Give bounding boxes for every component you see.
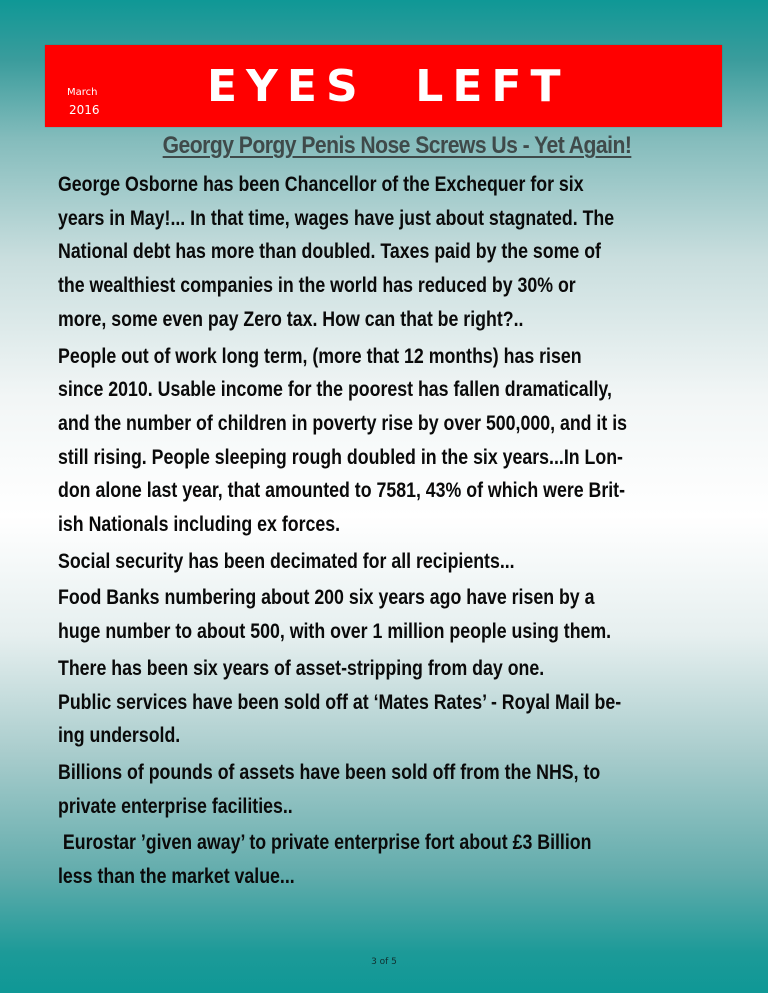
text-line: Social security has been decimated for all recipients... — [58, 549, 515, 573]
text-line: more, some even pay Zero tax. How can that be right?.. — [58, 307, 524, 331]
newsletter-title: EYES LEFT — [207, 61, 570, 112]
paragraph-social-security — [58, 545, 700, 579]
article-body — [58, 168, 700, 897]
text-line: ish Nationals including ex forces. — [58, 513, 341, 537]
paragraph-economy — [58, 168, 700, 337]
text-line: George Osborne has been Chancellor of the Exchequer for six — [58, 173, 584, 196]
text-line: private enterprise facilities.. — [58, 794, 293, 818]
text-line: There has been six years of asset-stripping from day one. — [58, 656, 545, 680]
issue-year: 2016 — [69, 103, 100, 117]
page-number: 3 of 5 — [371, 957, 397, 967]
text-line: Public services have been sold off at ‘Mates Rates’ - Royal Mail be- — [58, 690, 622, 714]
text-line: huge number to about 500, with over 1 million people using them. — [58, 620, 612, 644]
text-line: don alone last year, that amounted to 7581, 43% of which were Brit- — [58, 479, 625, 503]
text-line: Billions of pounds of assets have been sold off from the NHS, to — [58, 760, 601, 784]
text-line: the wealthiest companies in the world has reduced by 30% or — [58, 274, 576, 298]
text-line: less than the market value... — [58, 865, 295, 889]
text-line: Food Banks numbering about 200 six years ago have risen by a — [58, 586, 595, 610]
text-line: since 2010. Usable income for the poorest has fallen dramatically, — [58, 378, 612, 402]
text-line: and the number of children in poverty rise by over 500,000, and it is — [58, 411, 628, 435]
text-line: still rising. People sleeping rough doubled in the six years...In Lon- — [58, 445, 623, 469]
text-line: National debt has more than doubled. Taxes paid by the some of — [58, 240, 601, 264]
text-line: People out of work long term, (more that 12 months) has risen — [58, 344, 582, 368]
paragraph-nhs — [58, 756, 700, 823]
text-line: years in May!... In that time, wages have just about stagnated. The — [58, 206, 615, 230]
paragraph-poverty — [58, 340, 700, 542]
masthead-banner — [45, 45, 722, 127]
paragraph-asset-stripping — [58, 652, 700, 753]
text-line: Eurostar ’given away’ to private enterprise fort about £3 Billion — [58, 831, 592, 855]
issue-month: March — [67, 87, 98, 98]
paragraph-food-banks — [58, 581, 700, 648]
text-line: ing undersold. — [58, 724, 181, 748]
article-headline: Georgy Porgy Penis Nose Screws Us - Yet Again! — [162, 132, 632, 159]
paragraph-eurostar — [58, 826, 700, 893]
